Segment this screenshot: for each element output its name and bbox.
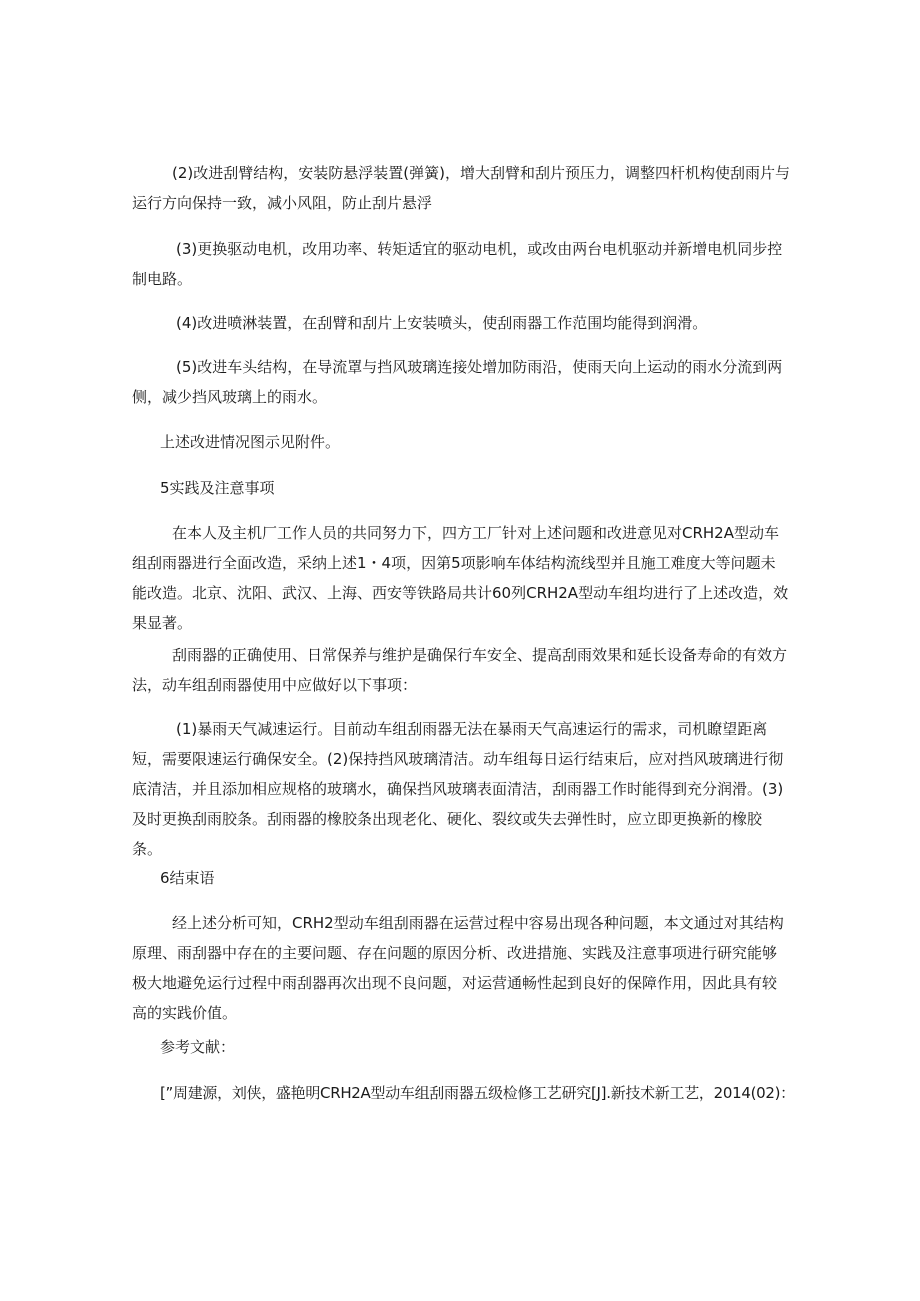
references-heading: 参考文献： bbox=[160, 1038, 236, 1056]
paragraph-improve-wiper-arm: (2)改进刮臂结构，安装防悬浮装置(弹簧)，增大刮臂和刮片预压力，调整四杆机构使刮雨片与运行方向保持一致，减小风阻，防止刮片悬浮 bbox=[132, 164, 790, 212]
reference-item: [”周建源，刘侠，盛艳明CRH2A型动车组刮雨器五级检修工艺研究[J].新技术新工艺，2014(02)： bbox=[160, 1084, 795, 1102]
paragraph-maintenance-intro: 刮雨器的正确使用、日常保养与维护是确保行车安全、提高刮雨效果和延长设备寿命的有效方法，动车组刮雨器使用中应做好以下事项： bbox=[132, 646, 788, 694]
paragraph-replace-motor: (3)更换驱动电机，改用功率、转矩适宜的驱动电机，或改由两台电机驱动并新增电机同步控制电路。 bbox=[132, 240, 783, 288]
paragraph-practice-body: 在本人及主机厂工作人员的共同努力下，四方工厂针对上述问题和改进意见对CRH2A型动车组刮雨器进行全面改造，采纳上述1・4项，因第5项影响车体结构流线型并且施工难度大等问题未能改造。北京、沈阳、武汉、上海、西安等铁路局共计60列CRH2A型动车组均进行了上述改造，效果显著。 bbox=[132, 524, 789, 632]
paragraph-conclusion-body: 经上述分析可知，CRH2型动车组刮雨器在运营过程中容易出现各种问题，本文通过对其结构原理、雨刮器中存在的主要问题、存在问题的原因分析、改进措施、实践及注意事项进行研究能够极大地避免运行过程中雨刮器再次出现不良问题，对运营通畅性起到良好的保障作用，因此具有较高的实践价值。 bbox=[132, 914, 784, 1022]
paragraph-improve-head: (5)改进车头结构，在导流罩与挡风玻璃连接处增加防雨沿，使雨天向上运动的雨水分流到两侧，减少挡风玻璃上的雨水。 bbox=[132, 358, 783, 406]
section-heading-practice: 5实践及注意事项 bbox=[160, 479, 275, 497]
paragraph-improve-spray: (4)改进喷淋装置，在刮臂和刮片上安装喷头，使刮雨器工作范围均能得到润滑。 bbox=[176, 314, 708, 332]
section-heading-conclusion: 6结束语 bbox=[160, 869, 215, 887]
paragraph-maintenance-items: (1)暴雨天气减速运行。目前动车组刮雨器无法在暴雨天气高速运行的需求，司机瞭望距离短，需要限速运行确保安全。(2)保持挡风玻璃清洁。动车组每日运行结束后，应对挡风玻璃进行彻底清洁，并且添加相应规格的玻璃水，确保挡风玻璃表面清洁，刮雨器工作时能得到充分润滑。(3)及时更换刮雨胶条。刮雨器的橡胶条出现老化、硬化、裂纹或失去弹性时，应立即更换新的橡胶条。 bbox=[132, 720, 784, 858]
paragraph-attachment-note: 上述改进情况图示见附件。 bbox=[160, 433, 341, 451]
